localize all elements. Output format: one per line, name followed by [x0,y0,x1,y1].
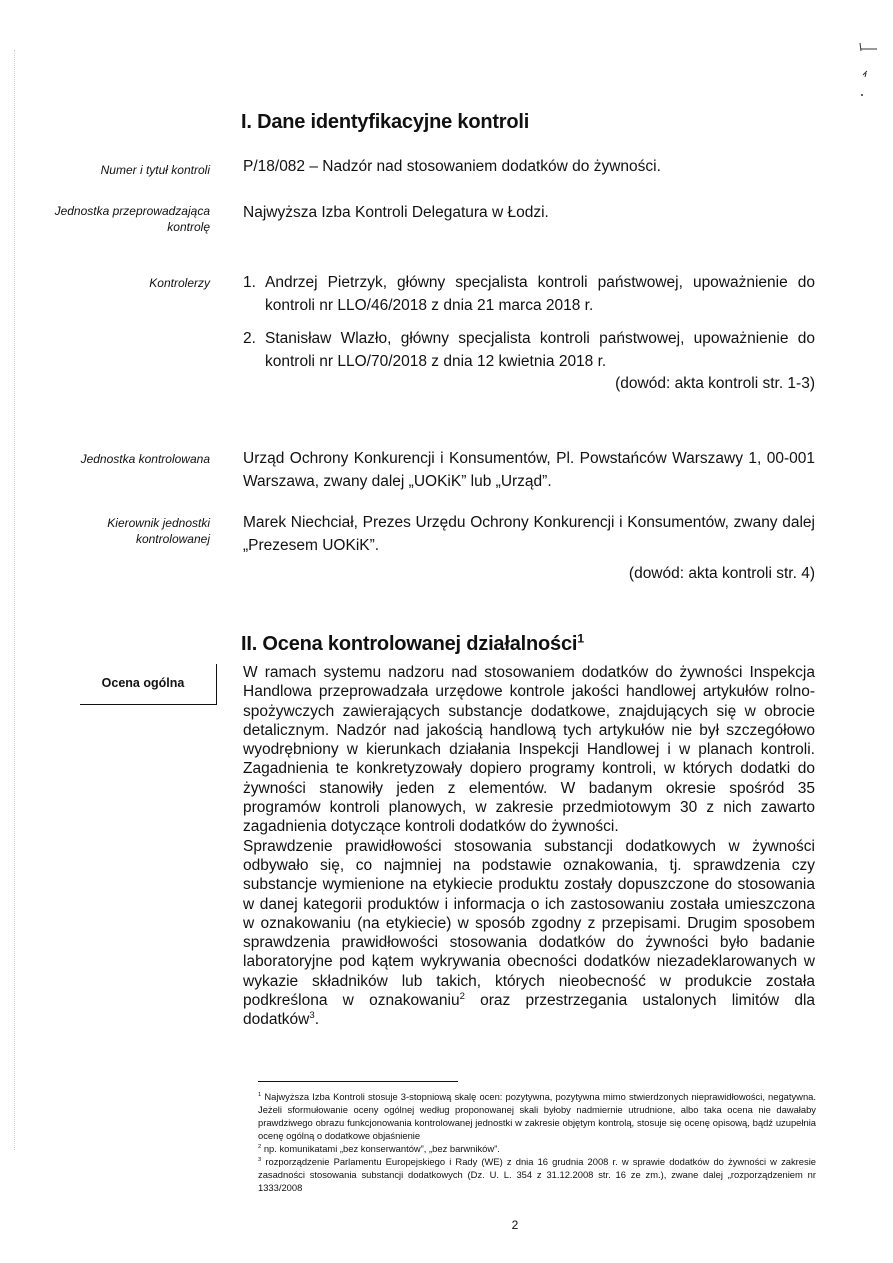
overall-label-box [80,664,217,705]
inspector-number: 1. [243,274,256,291]
footnote-divider [258,1081,458,1082]
conducting-unit-value: Najwyższa Izba Kontroli Delegatura w Łodzi. [243,204,549,221]
overall-paragraph-1: W ramach systemu nadzoru nad stosowaniem dodatków do żywności Inspekcja Handlowa przeprowadzała urzędowe kontrole jakości handlowej artykułów rolno-spożywczych zawierających substancje dodatkowe, znajdujących się w obrocie detalicznym. Nadzór nad jakością handlową tych artykułów nie był szczegółowo wyodrębniony w kierunkach działania Inspekcji Handlowej i w planach kontroli. Zagadnienia te konkretyzowały dopiero programy kontroli, w których dodatki do żywności stanowiły jeden z elementów. W badanym okresie spośród 35 programów kontroli planowych, w zakresie przedmiotowym 30 z nich zawarto zagadnienia dotyczące kontroli dodatków do żywności. [243,664,815,836]
controlled-unit-label: Jednostka kontrolowana [80,452,210,466]
overall-label: Ocena ogólna [101,676,185,690]
footnotes [258,1090,816,1194]
footnote-1 [258,1090,816,1142]
head-of-unit-label: Kierownik jednostki kontrolowanej [107,516,210,546]
paragraph2-part-a: Sprawdzenie prawidłowości stosowania substancji dodatkowych w żywności odbywało się, co najmniej na podstawie oznakowania, tj. sprawdzenia czy substancje wymienione na etykiecie produktu zostały dopuszczone do stosowania w danej kategorii produktów i informacja o ich zastosowaniu została umieszczona w oznakowaniu (na etykiecie) w sposób zgodny z przepisami. Drugim sposobem sprawdzenia prawidłowości stosowania dodatków do żywności było badanie laboratoryjne pod kątem wykrywania obecności dodatków niezadeklarowanych w wykazie składników lub takich, których nieobecność w produkcie została podkreślona w oznakowaniu [243,837,815,1010]
section2-title-text: II. Ocena kontrolowanej działalności [241,633,578,655]
head-of-unit-evidence: (dowód: akta kontroli str. 4) [628,565,815,582]
inspectors-label: Kontrolerzy [149,276,210,290]
footnote-ref-3: 3 [309,1010,315,1022]
inspector-text: Stanisław Wlazło, główny specjalista kontroli państwowej, upoważnienie do kontroli nr LLO/70/2018 z dnia 12 kwietnia 2018 r. [265,330,815,370]
footnote-mark: 3 [258,1156,262,1163]
footnote-2 [258,1142,816,1155]
paragraph2-part-b: oraz przestrzegania ustalonych limitów dla dodatków [243,992,816,1029]
inspectors-evidence: (dowód: akta kontroli str. 1-3) [615,375,815,392]
scan-marks-icon [855,35,885,105]
head-of-unit-value: Marek Niechciał, Prezes Urzędu Ochrony Konkurencji i Konsumentów, zwany dalej „Prezesem UOKiK”. [243,514,815,554]
footnote-mark: 2 [258,1143,262,1150]
inspector-item [243,271,815,317]
conducting-unit-label: Jednostka przeprowadzająca kontrolę [54,204,210,234]
control-number-label: Numer i tytuł kontroli [100,163,210,177]
footnote-text: Najwyższa Izba Kontroli stosuje 3-stopniową skalę ocen: pozytywna, pozytywna mimo stwierdzonych nieprawidłowości, negatywna. Jeżeli sformułowanie oceny ogólnej według proponowanej skali byłoby nadmiernie utrudnione, albo taka ocena nie dawałaby prawdziwego obrazu funkcjonowania kontrolowanej jednostki w zakresie objętym kontrolą, stosuje się ocenę opisową, bądź uzupełnia ocenę ogólną o dodatkowe objaśnienie [258,1091,816,1141]
section-title-assessment [241,633,584,656]
overall-assessment-text [243,663,815,1030]
inspector-item [243,327,815,373]
section-title-identification: I. Dane identyfikacyjne kontroli [241,111,530,133]
page-number: 2 [511,1218,519,1232]
footnote-ref-2: 2 [459,990,465,1002]
inspector-number: 2. [243,330,256,347]
paragraph2-part-c: . [314,1011,320,1029]
inspectors-list [243,271,815,383]
footnote-ref-1: 1 [577,631,584,646]
overall-paragraph-2 [243,837,815,1030]
control-number-value: P/18/082 – Nadzór nad stosowaniem dodatków do żywności. [243,158,661,175]
controlled-unit-value: Urząd Ochrony Konkurencji i Konsumentów, Pl. Powstańców Warszawy 1, 00-001 Warszawa, zwany dalej „UOKiK” lub „Urząd”. [243,450,815,490]
footnote-text: rozporządzenie Parlamentu Europejskiego i Rady (WE) z dnia 16 grudnia 2008 r. w sprawie dodatków do żywności w zakresie zasadności stosowania substancji dodatkowych (Dz. U. L. 354 z 31.12.2008 str. 16 ze zm.), zwane dalej „rozporządzeniem nr 1333/2008 [258,1156,816,1193]
scan-edge-artifact [14,50,17,1150]
inspector-text: Andrzej Pietrzyk, główny specjalista kontroli państwowej, upoważnienie do kontroli nr LLO/46/2018 z dnia 21 marca 2018 r. [265,274,815,314]
footnote-3 [258,1155,816,1194]
footnote-text: np. komunikatami „bez konserwantów”, „bez barwników”. [261,1143,500,1154]
footnote-mark: 1 [258,1091,262,1098]
